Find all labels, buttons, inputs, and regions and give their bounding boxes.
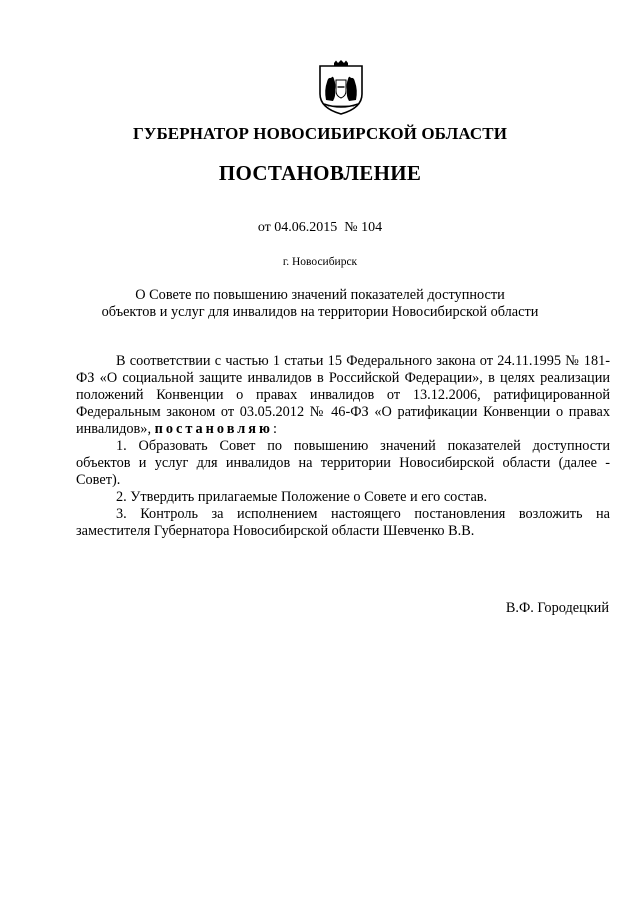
preamble-text: В соответствии с частью 1 статьи 15 Федерального закона от 24.11.1995 № 181-ФЗ «О социальной защите инвалидов в Российской Федерации», в целях реализации положений Конвенции о правах инвалидов от 13.12.2006, ратифицированной Федеральным законом от 03.05.2012 № 46-ФЗ «О ратификации Конвенции о правах инвалидов», xyxy=(76,353,610,437)
document-city: г. Новосибирск xyxy=(282,256,358,268)
decree-word: постановляю xyxy=(154,421,273,437)
resolution-item-2: 2. Утвердить прилагаемые Положение о Совете и его состав. xyxy=(116,489,488,505)
issuing-authority: ГУБЕРНАТОР НОВОСИБИРСКОЙ ОБЛАСТИ xyxy=(132,124,508,143)
document-title xyxy=(0,287,640,321)
resolution-item-1: 1. Образовать Совет по повышению значений показателей доступности объектов и услуг для инвалидов на территории Новосибирской области (далее - Совет). xyxy=(76,438,610,488)
document-date-number: от 04.06.2015 № 104 xyxy=(257,220,383,235)
document-type: ПОСТАНОВЛЕНИЕ xyxy=(218,161,422,185)
preamble-colon: : xyxy=(272,421,277,437)
document-body xyxy=(76,353,610,540)
resolution-item-3: 3. Контроль за исполнением настоящего постановления возложить на заместителя Губернатора Новосибирской области Шевченко В.В. xyxy=(76,506,610,539)
preamble-paragraph xyxy=(76,353,610,438)
title-line-2: объектов и услуг для инвалидов на территории Новосибирской области xyxy=(101,304,539,320)
signatory-name: В.Ф. Городецкий xyxy=(505,600,609,616)
novosibirsk-coat-of-arms-icon xyxy=(312,60,370,118)
title-line-1: О Совете по повышению значений показателей доступности xyxy=(135,287,505,303)
